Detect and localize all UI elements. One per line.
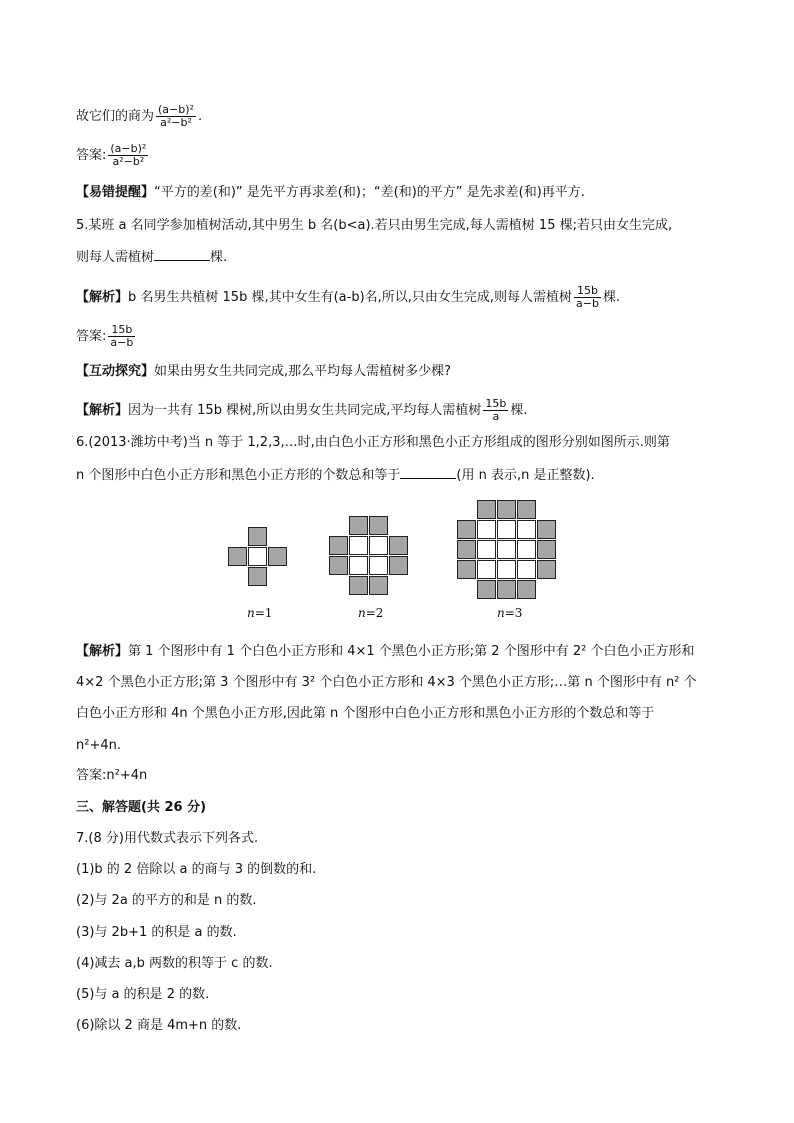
- interactive-explore: [76, 364, 451, 380]
- black-square: [268, 547, 287, 566]
- analysis-tag: 【解析】: [76, 403, 129, 418]
- answer-line-6: 答案:n²+4n: [76, 768, 148, 783]
- tip-text: “平方的差(和)” 是先平方再求差(和)；“差(和)的平方” 是先求差(和)再平方.: [154, 185, 585, 200]
- black-square: [329, 536, 348, 555]
- q6-analysis-line-3: 白色小正方形和 4n 个黑色小正方形,因此第 n 个图形中白色小正方形和黑色小正方形的个数总和等于: [76, 706, 655, 721]
- black-square: [369, 516, 388, 535]
- question-5-line-2: [76, 248, 227, 266]
- frac-den: a: [492, 410, 500, 423]
- black-square: [537, 520, 556, 539]
- frac-den: a²−b²: [160, 116, 192, 129]
- question-6-line-2: [76, 466, 595, 484]
- fraction-b: [574, 285, 601, 310]
- tip-tag: 【易错提醒】: [76, 185, 155, 200]
- fraction-a: [156, 104, 196, 129]
- q7-item: (3)与 2b+1 的积是 a 的数.: [76, 925, 237, 940]
- black-square: [329, 556, 348, 575]
- frac-num: (a−b)²: [158, 103, 194, 116]
- frac-num: 15b: [574, 285, 601, 298]
- black-square: [389, 536, 408, 555]
- answer-label: 答案:: [76, 148, 107, 163]
- frac-den: a²−b²: [112, 155, 145, 168]
- q7-item: (6)除以 2 商是 4m+n 的数.: [76, 1018, 242, 1033]
- answer-line-1: [76, 143, 150, 168]
- analysis-tag: 【解析】: [76, 290, 129, 305]
- analysis-text: b 名男生共植树 15b 棵,其中女生有(a-b)名,所以,只由女生完成,则每人需植树: [128, 290, 573, 305]
- black-square: [228, 547, 247, 566]
- fraction-b-answer: [108, 324, 135, 349]
- white-square: [497, 560, 516, 579]
- analysis-text: 第 1 个图形中有 1 个白色小正方形和 4×1 个黑色小正方形;第 2 个图形中有 2² 个白色小正方形和: [128, 644, 695, 659]
- black-square: [517, 500, 536, 519]
- white-square: [477, 540, 496, 559]
- q7-item: (1)b 的 2 倍除以 a 的商与 3 的倒数的和.: [76, 862, 317, 877]
- frac-num: 15b: [108, 324, 135, 337]
- white-square: [497, 540, 516, 559]
- question-6-line-1: 6.(2013·潍坊中考)当 n 等于 1,2,3,…时,由白色小正方形和黑色小正方形组成的图形分别如图所示.则第: [76, 435, 670, 450]
- black-square: [349, 576, 368, 595]
- white-square: [369, 536, 388, 555]
- text: (用 n 表示,n 是正整数).: [456, 468, 595, 483]
- white-square: [349, 556, 368, 575]
- answer-label: 答案:: [76, 329, 107, 344]
- frac-den: a−b: [110, 336, 134, 349]
- white-square: [349, 536, 368, 555]
- answer-blank: [154, 248, 210, 261]
- black-square: [537, 560, 556, 579]
- frac-den: a−b: [576, 297, 599, 310]
- black-square: [497, 580, 516, 599]
- white-square: [477, 560, 496, 579]
- text: .: [197, 109, 203, 124]
- explore-text: 如果由男女生共同完成,那么平均每人需植树多少棵?: [154, 364, 452, 379]
- text: 棵.: [510, 403, 528, 418]
- white-square: [517, 560, 536, 579]
- black-square: [248, 567, 267, 586]
- black-square: [457, 520, 476, 539]
- question-7: 7.(8 分)用代数式表示下列各式.: [76, 831, 259, 846]
- analysis-text: 因为一共有 15b 棵树,所以由男女生共同完成,平均每人需植树: [128, 403, 482, 418]
- text: 棵.: [603, 290, 621, 305]
- white-square: [517, 520, 536, 539]
- black-square: [517, 580, 536, 599]
- explore-analysis: [76, 398, 527, 423]
- black-square: [349, 516, 368, 535]
- black-square: [369, 576, 388, 595]
- frac-num: (a−b)²: [110, 142, 147, 155]
- question-5-line-1: 5.某班 a 名同学参加植树活动,其中男生 b 名(b<a).若只由男生完成,每人需植树 15 棵;若只由女生完成,: [76, 218, 673, 233]
- text: 则每人需植树: [76, 250, 155, 265]
- caption-n3: n=3: [497, 606, 523, 620]
- q6-analysis-line-2: 4×2 个黑色小正方形;第 3 个图形中有 3² 个白色小正方形和 4×3 个黑色小正方形;…第 n 个图形中有 n² 个: [76, 675, 697, 690]
- fraction-c: [483, 398, 508, 423]
- explore-tag: 【互动探究】: [76, 364, 155, 379]
- q7-item: (4)减去 a,b 两数的积等于 c 的数.: [76, 956, 273, 971]
- frac-num: 15b: [485, 397, 507, 410]
- white-square: [248, 547, 267, 566]
- q6-analysis-line-4: n²+4n.: [76, 738, 121, 753]
- black-square: [497, 500, 516, 519]
- white-square: [497, 520, 516, 539]
- white-square: [369, 556, 388, 575]
- q5-analysis: [76, 285, 620, 310]
- black-square: [477, 500, 496, 519]
- black-square: [389, 556, 408, 575]
- line-quotient: [76, 104, 202, 129]
- analysis-tag: 【解析】: [76, 644, 129, 659]
- fraction-a-answer: [108, 143, 148, 168]
- caption-n2: n=2: [358, 606, 384, 620]
- q6-analysis-line-1: [76, 644, 694, 660]
- text: n 个图形中白色小正方形和黑色小正方形的个数总和等于: [76, 468, 401, 483]
- q7-item: (2)与 2a 的平方的和是 n 的数.: [76, 893, 257, 908]
- answer-blank: [400, 466, 456, 479]
- text: 故它们的商为: [76, 109, 155, 124]
- white-square: [477, 520, 496, 539]
- black-square: [457, 560, 476, 579]
- error-tip: [76, 185, 585, 201]
- section-heading: 三、解答题(共 26 分): [76, 800, 207, 815]
- black-square: [248, 527, 267, 546]
- white-square: [517, 540, 536, 559]
- black-square: [477, 580, 496, 599]
- black-square: [537, 540, 556, 559]
- answer-line-5: [76, 324, 137, 349]
- text: 棵.: [210, 250, 228, 265]
- black-square: [457, 540, 476, 559]
- q7-item: (5)与 a 的积是 2 的数.: [76, 987, 210, 1002]
- caption-n1: n=1: [247, 606, 273, 620]
